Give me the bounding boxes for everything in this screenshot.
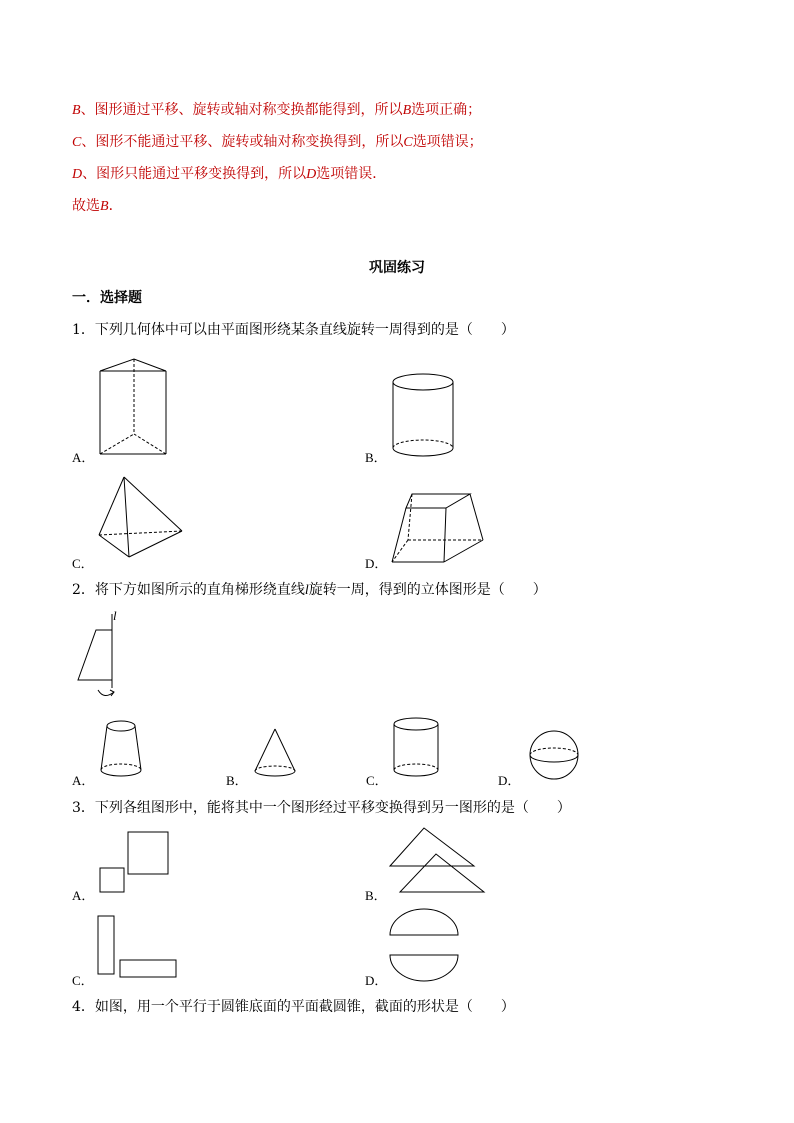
q1-option-a[interactable]: A． <box>72 450 95 465</box>
q2-trapezoid-figure <box>74 610 124 708</box>
q1-option-c[interactable]: C． <box>72 556 94 571</box>
q3-figure-rectangles <box>96 914 180 980</box>
q1-figure-cylinder <box>390 373 456 459</box>
q3-figure-semicircles <box>388 907 460 983</box>
answer-line-d: D、图形只能通过平移变换得到，所以D选项错误． <box>72 166 387 182</box>
question-3-stem: 3．下列各组图形中，能将其中一个图形经过平移变换得到另一图形的是（ ） <box>72 800 571 816</box>
answer-line-c: C、图形不能通过平移、旋转或轴对称变换得到，所以C选项错误； <box>72 134 483 150</box>
q3-option-d[interactable]: D． <box>365 973 388 988</box>
q2-option-a[interactable]: A． <box>72 773 95 788</box>
question-4-stem: 4．如图，用一个平行于圆锥底面的平面截圆锥，截面的形状是（ ） <box>72 999 515 1015</box>
q2-figure-frustum <box>98 718 144 780</box>
q1-option-b[interactable]: B． <box>365 450 387 465</box>
answer-conclusion: 故选B． <box>72 198 123 214</box>
q2-figure-cone <box>253 727 299 779</box>
q2-figure-sphere <box>526 730 582 780</box>
part-heading: 一．选择题 <box>72 290 142 306</box>
answer-line-b: B、图形通过平移、旋转或轴对称变换都能得到，所以B选项正确； <box>72 102 482 118</box>
q2-figure-cylinder <box>391 716 441 780</box>
question-1-stem: 1．下列几何体中可以由平面图形绕某条直线旋转一周得到的是（ ） <box>72 322 515 338</box>
q1-option-d[interactable]: D． <box>365 556 388 571</box>
q2-option-c[interactable]: C． <box>366 773 388 788</box>
q1-figure-tetrahedron <box>96 475 186 565</box>
q1-figure-prism <box>96 357 172 457</box>
question-2-stem: 2．将下方如图所示的直角梯形绕直线l旋转一周，得到的立体图形是（ ） <box>72 582 547 598</box>
q3-figure-triangles <box>388 826 486 896</box>
q3-figure-squares <box>98 830 172 894</box>
section-title: 巩固练习 <box>369 260 425 276</box>
q2-option-d[interactable]: D． <box>498 773 521 788</box>
q3-option-a[interactable]: A． <box>72 888 95 903</box>
q2-axis-label: l <box>113 608 117 623</box>
q3-option-b[interactable]: B． <box>365 888 387 903</box>
q1-figure-frustum <box>390 490 486 566</box>
q3-option-c[interactable]: C． <box>72 973 94 988</box>
q2-option-b[interactable]: B． <box>226 773 248 788</box>
